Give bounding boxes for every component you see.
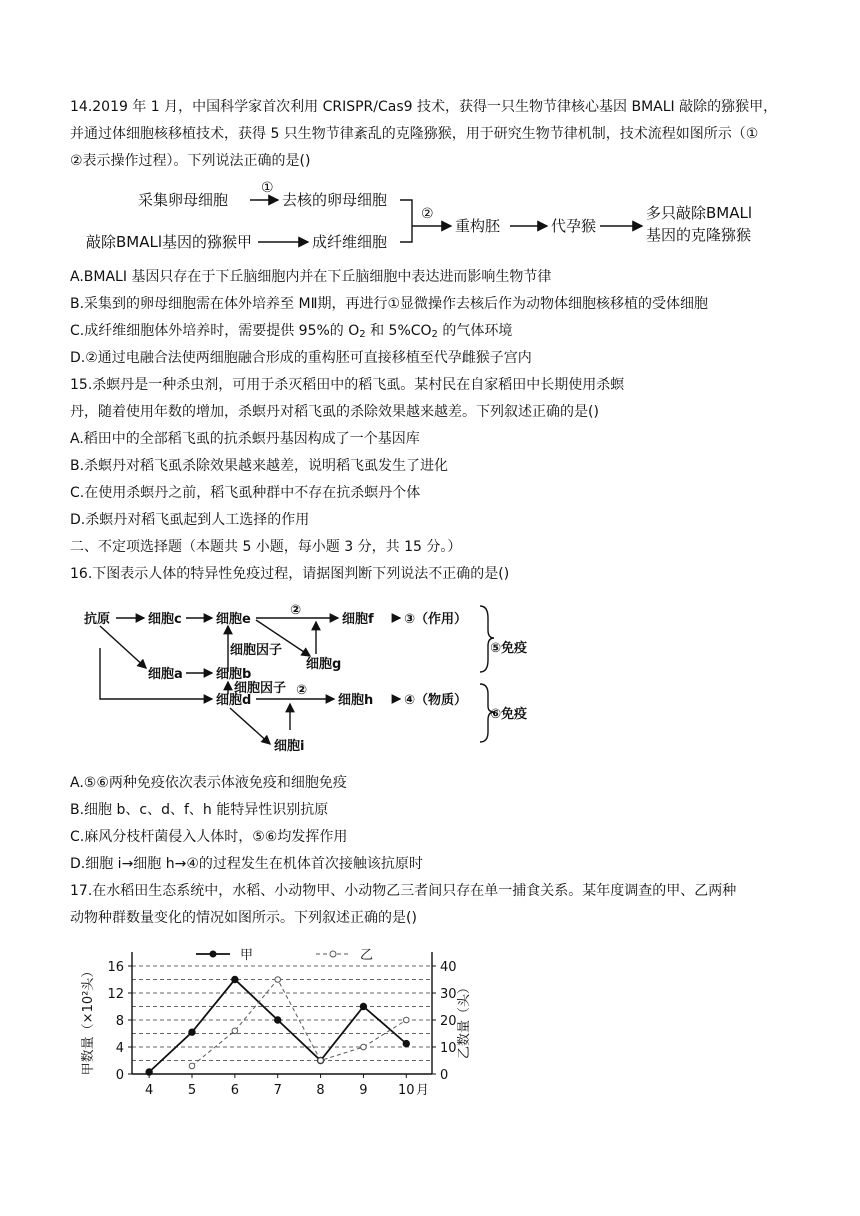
q15-option-b: B.杀螟丹对稻飞虱杀除效果越来越差，说明稻飞虱发生了进化 (70, 458, 449, 474)
chart-legend-label: 乙 (360, 948, 374, 963)
node-cell-f: 细胞f (342, 612, 374, 627)
q16-option-d: D.细胞 i→细胞 h→④的过程发生在机体首次接触该抗原时 (70, 856, 423, 872)
chart-tick-label-left: 8 (115, 1014, 124, 1029)
flow-node-clones-line1: 多只敲除BMALl (646, 204, 753, 222)
q15-stem-line2: 丹，随着使用年数的增加，杀螟丹对稻飞虱的杀除效果越来越差。下列叙述正确的是() (70, 404, 599, 420)
node-cell-d: 细胞d (216, 693, 252, 708)
flow-bracket (400, 200, 412, 242)
chart-point-yi (361, 1044, 367, 1050)
label-cytokine-2: 细胞因子 (234, 681, 287, 696)
chart-tick-label-x: 10 (398, 1083, 415, 1098)
chart-tick-label-right: 0 (440, 1068, 449, 1083)
flow-node-enucleated-oocyte: 去核的卵母细胞 (282, 191, 388, 209)
label-process-2a: ② (290, 603, 302, 618)
node-antigen: 抗原 (84, 612, 111, 627)
node-cell-i: 细胞i (274, 739, 305, 754)
chart-tick-label-x: 5 (187, 1083, 197, 1098)
flow-step-2: ② (421, 206, 434, 222)
q14-flow-diagram (70, 176, 790, 260)
label-cytokine-1: 细胞因子 (230, 643, 283, 658)
chart-tick-label-right: 10 (440, 1041, 457, 1056)
q15-option-d: D.杀螟丹对稻飞虱起到人工选择的作用 (70, 512, 310, 528)
q17-stem-line2: 动物种群数量变化的情况如图所示。下列叙述正确的是() (70, 910, 417, 926)
q15-option-a: A.稻田中的全部稻飞虱的抗杀螟丹基因构成了一个基因库 (70, 431, 420, 447)
q14-option-a: A.BMALI 基因只存在于下丘脑细胞内并在下丘脑细胞中表达进而影响生物节律 (70, 269, 552, 285)
node-effect-3: ③（作用） (404, 612, 468, 627)
node-cell-b: 细胞b (216, 667, 252, 682)
label-immunity-6: ⑥免疫 (490, 707, 528, 722)
node-cell-a: 细胞a (148, 667, 183, 682)
q16-option-b: B.细胞 b、c、d、f、h 能特异性识别抗原 (70, 802, 329, 818)
chart-point-yi (232, 1028, 238, 1034)
chart-tick-label-x: 4 (145, 1083, 154, 1098)
q17-stem-line1: 17.在水稻田生态系统中，水稻、小动物甲、小动物乙三者间只存在单一捕食关系。某年度调查的甲、乙两种 (70, 883, 737, 899)
node-cell-e: 细胞e (216, 612, 251, 627)
chart-tick-label-x: 9 (359, 1083, 368, 1098)
flow-node-collect-oocyte: 采集卵母细胞 (138, 191, 229, 209)
chart-tick-label-x: 8 (316, 1083, 325, 1098)
q16-stem: 16.下图表示人体的特异性免疫过程，请据图判断下列说法不正确的是() (70, 566, 510, 582)
chart-legend-label: 甲 (240, 948, 254, 963)
chart-xlabel: 月 (416, 1083, 430, 1098)
node-substance-4: ④（物质） (404, 693, 468, 708)
q14-option-b: B.采集到的卵母细胞需在体外培养至 MⅡ期，再进行①显微操作去核后作为动物体细胞核移植的受体细胞 (70, 296, 709, 312)
chart-series-line-jia (149, 980, 406, 1072)
node-cell-h: 细胞h (338, 693, 374, 708)
q16-option-a: A.⑤⑥两种免疫依次表示体液免疫和细胞免疫 (70, 775, 347, 791)
node-cell-g: 细胞g (306, 657, 342, 672)
chart-tick-label-left: 16 (107, 960, 124, 975)
chart-tick-label-x: 7 (273, 1083, 282, 1098)
section-2-heading: 二、不定项选择题（本题共 5 小题，每小题 3 分，共 15 分。） (70, 539, 462, 555)
chart-tick-label-x: 6 (230, 1083, 239, 1098)
flow-node-knockout-monkey: 敲除BMALl基因的猕猴甲 (86, 233, 253, 251)
flow-node-fibroblast: 成纤维细胞 (312, 233, 388, 251)
label-immunity-5: ⑤免疫 (490, 641, 528, 656)
q14-stem-line1: 14.2019 年 1 月，中国科学家首次利用 CRISPR/Cas9 技术，获得一只生物节律核心基因 BMALI 敲除的猕猴甲， (70, 99, 778, 115)
chart-point-jia (275, 1017, 281, 1023)
chart-ylabel-left: 甲数量（×10²头） (81, 964, 96, 1076)
flow-step-1: ① (261, 180, 274, 196)
node-cell-c: 细胞c (148, 612, 182, 627)
chart-point-jia (232, 976, 238, 982)
chart-point-yi (403, 1017, 409, 1023)
q14-stem-line3: ②表示操作过程）。下列说法正确的是() (70, 153, 311, 169)
chart-tick-label-right: 20 (440, 1014, 457, 1029)
flow-node-reconstructed-embryo: 重构胚 (455, 217, 501, 235)
label-process-2b: ② (296, 683, 308, 698)
chart-point-jia (403, 1040, 409, 1046)
chart-legend-marker (330, 951, 336, 957)
chart-point-jia (189, 1029, 195, 1035)
chart-ylabel-right: 乙数量（头） (457, 980, 472, 1060)
q14-option-d: D.②通过电融合法使两细胞融合形成的重构胚可直接移植至代孕雌猴子宫内 (70, 350, 532, 366)
flow-node-clones-line2: 基因的克隆猕猴 (646, 226, 752, 244)
chart-point-yi (275, 977, 281, 983)
q15-option-c: C.在使用杀螟丹之前，稻飞虱种群中不存在抗杀螟丹个体 (70, 485, 421, 501)
chart-tick-label-right: 40 (440, 960, 457, 975)
chart-tick-label-right: 30 (440, 987, 457, 1002)
q16-immune-diagram (70, 598, 550, 758)
flow-node-surrogate: 代孕猴 (551, 217, 597, 235)
chart-point-yi (189, 1063, 195, 1069)
chart-point-jia (146, 1069, 152, 1075)
chart-tick-label-left: 4 (115, 1041, 124, 1056)
chart-tick-label-left: 0 (115, 1068, 124, 1083)
chart-point-jia (360, 1003, 366, 1009)
q14-stem-line2: 并通过体细胞核移植技术，获得 5 只生物节律紊乱的克隆猕猴，用于研究生物节律机制，技术流程如图所示（① (70, 126, 759, 142)
chart-tick-label-left: 12 (107, 987, 124, 1002)
q15-stem-line1: 15.杀螟丹是一种杀虫剂，可用于杀灭稻田中的稻飞虱。某村民在自家稻田中长期使用杀螟 (70, 377, 625, 393)
q14-option-c: C.成纤维细胞体外培养时，需要提供 95%的 $O_2$ 和 $5\%CO_2$ 的气体环境 (70, 323, 513, 340)
q17-population-chart (76, 940, 476, 1100)
chart-point-yi (318, 1058, 324, 1064)
q16-option-c: C.麻风分枝杆菌侵入人体时，⑤⑥均发挥作用 (70, 829, 348, 845)
chart-legend-marker (210, 951, 216, 957)
